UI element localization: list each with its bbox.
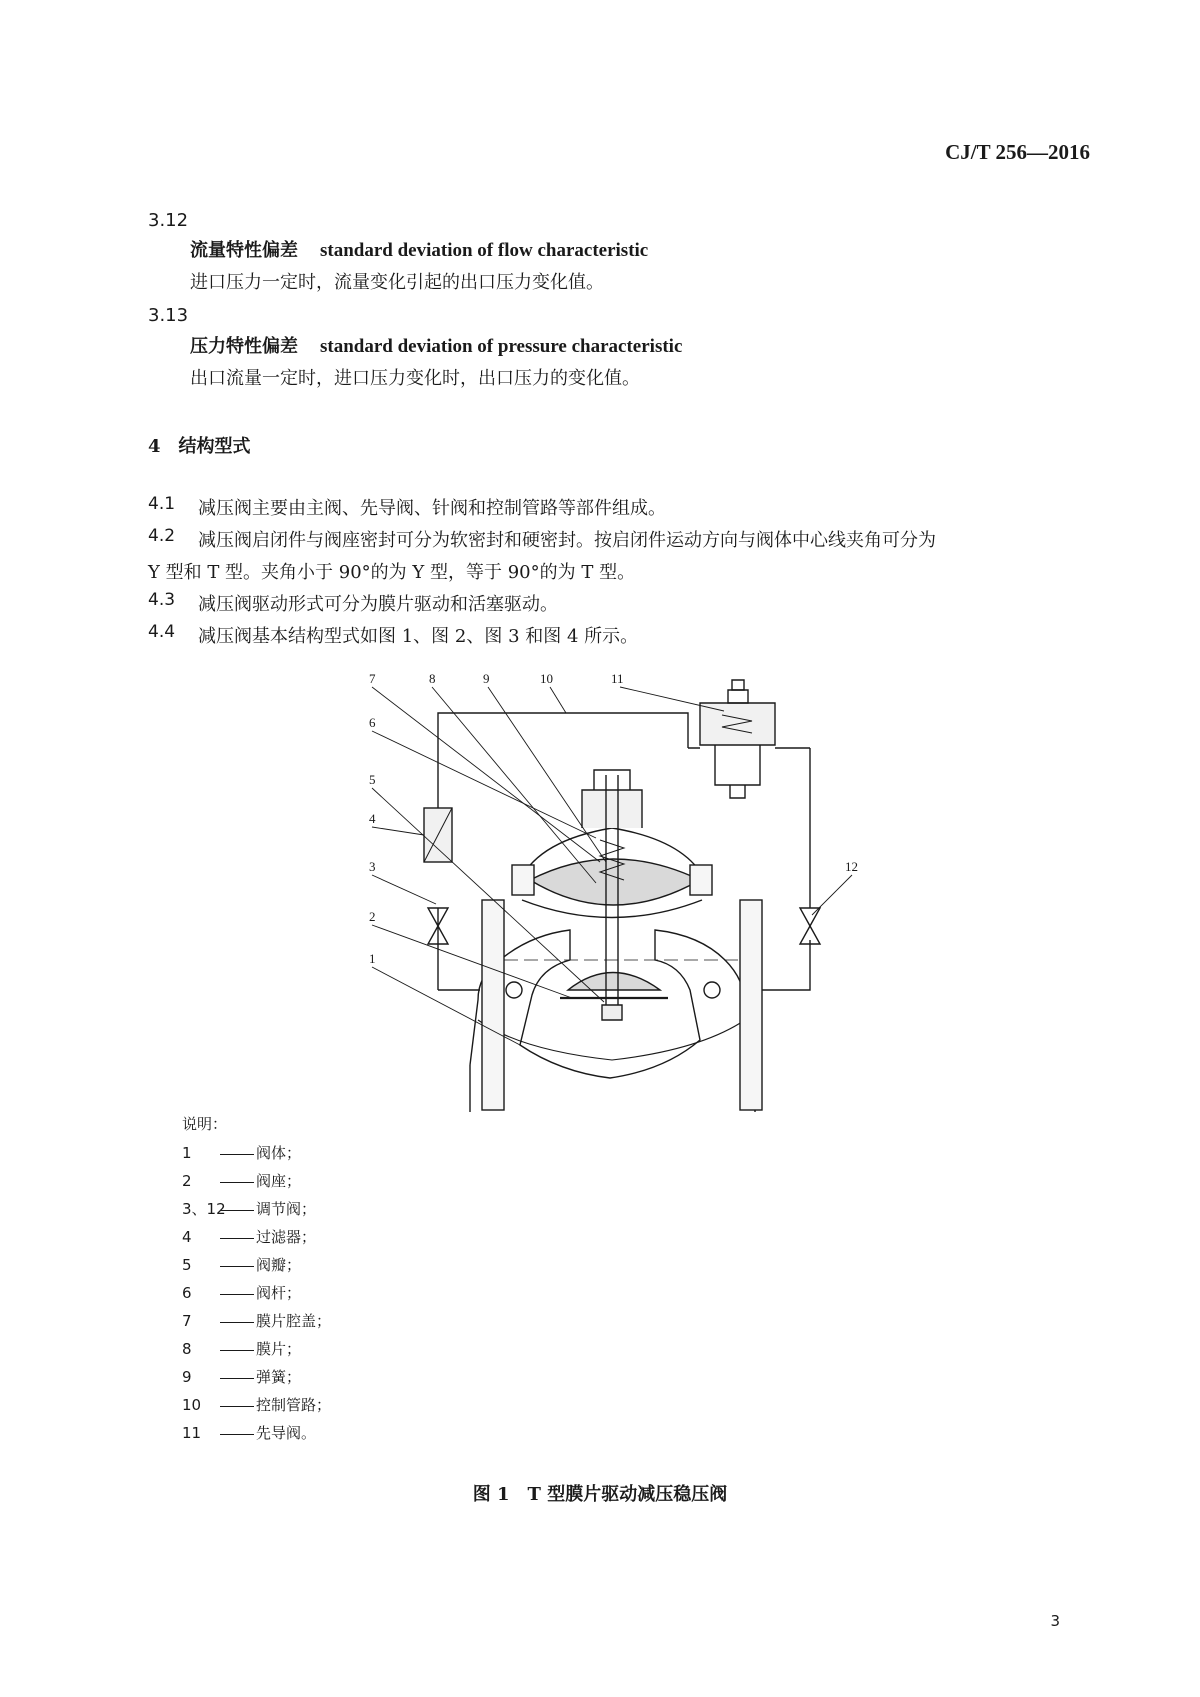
legend-label: 阀杆； <box>256 1284 302 1302</box>
clause-text: 减压阀基本结构型式如图 1、图 2、图 3 和图 4 所示。 <box>198 626 639 647</box>
legend-dash <box>220 1238 254 1239</box>
callout-4: 4 <box>369 811 376 826</box>
definition: 进口压力一定时，流量变化引起的出口压力变化值。 <box>190 272 604 293</box>
callout-11: 11 <box>611 671 624 686</box>
legend-no: 2 <box>182 1172 192 1190</box>
legend-no: 5 <box>182 1256 192 1274</box>
clause-text: 减压阀驱动形式可分为膜片驱动和活塞驱动。 <box>198 594 558 615</box>
legend-dash <box>220 1406 254 1407</box>
clause-number: 3.12 <box>148 210 189 231</box>
legend-no: 8 <box>182 1340 192 1358</box>
callout-3: 3 <box>369 859 376 874</box>
legend-item <box>182 1142 301 1163</box>
legend-dash <box>220 1434 254 1435</box>
legend-no: 6 <box>182 1284 192 1302</box>
legend-label: 膜片腔盖； <box>256 1312 332 1330</box>
legend-item <box>182 1422 316 1443</box>
legend-no: 7 <box>182 1312 192 1330</box>
legend-label: 过滤器； <box>256 1228 317 1246</box>
legend-label: 阀体； <box>256 1144 302 1162</box>
clause-number: 4.3 <box>148 590 176 610</box>
legend-no: 10 <box>182 1396 202 1414</box>
legend-dash <box>220 1350 254 1351</box>
legend-no: 9 <box>182 1368 192 1386</box>
legend-dash <box>220 1322 254 1323</box>
clause-number: 3.13 <box>148 305 189 326</box>
clause-number: 4.4 <box>148 622 176 642</box>
legend-dash <box>220 1266 254 1267</box>
legend-item <box>182 1338 301 1359</box>
callout-12: 12 <box>845 859 858 874</box>
callout-9: 9 <box>483 671 490 686</box>
legend-no: 1 <box>182 1144 192 1162</box>
clause-number: 4.1 <box>148 494 176 514</box>
clause-text-continued: Y 型和 T 型。夹角小于 90°的为 Y 型，等于 90°的为 T 型。 <box>148 562 636 583</box>
legend-no: 11 <box>182 1424 202 1442</box>
legend-item <box>182 1198 316 1219</box>
callout-7: 7 <box>369 671 376 686</box>
callout-1: 1 <box>369 951 376 966</box>
clause-number: 4.2 <box>148 526 176 546</box>
legend-label: 控制管路； <box>256 1396 332 1414</box>
term-zh: 流量特性偏差 <box>190 240 298 261</box>
callout-10: 10 <box>540 671 553 686</box>
legend-item <box>182 1394 331 1415</box>
legend-no: 4 <box>182 1228 192 1246</box>
legend-item <box>182 1254 301 1275</box>
legend-label: 阀瓣； <box>256 1256 302 1274</box>
legend-item <box>182 1282 301 1303</box>
term-en: standard deviation of pressure characteristic <box>320 336 683 357</box>
standard-code: CJ/T 256—2016 <box>945 140 1090 164</box>
callout-8: 8 <box>429 671 436 686</box>
legend-title: 说明： <box>182 1115 228 1133</box>
callout-2: 2 <box>369 909 376 924</box>
legend-item <box>182 1170 301 1191</box>
legend-label: 弹簧； <box>256 1368 302 1386</box>
figure-caption: 图 1 T 型膜片驱动减压稳压阀 <box>472 1484 728 1505</box>
legend-item <box>182 1226 316 1247</box>
legend-dash <box>220 1294 254 1295</box>
clause-text: 减压阀启闭件与阀座密封可分为软密封和硬密封。按启闭件运动方向与阀体中心线夹角可分为 <box>198 530 936 551</box>
legend-label: 阀座； <box>256 1172 302 1190</box>
section-heading: 4 结构型式 <box>148 436 251 457</box>
legend-no: 3、12 <box>182 1200 226 1218</box>
legend-dash <box>220 1210 254 1211</box>
clause-text: 减压阀主要由主阀、先导阀、针阀和控制管路等部件组成。 <box>198 498 666 519</box>
legend-dash <box>220 1378 254 1379</box>
term-zh: 压力特性偏差 <box>190 336 298 357</box>
callout-6: 6 <box>369 715 376 730</box>
term-en: standard deviation of flow characteristic <box>320 240 649 261</box>
definition: 出口流量一定时，进口压力变化时，出口压力的变化值。 <box>190 368 640 389</box>
callout-5: 5 <box>369 772 376 787</box>
page-number: 3 <box>1050 1612 1060 1630</box>
legend-label: 先导阀。 <box>256 1424 317 1442</box>
legend-dash <box>220 1182 254 1183</box>
legend-label: 膜片； <box>256 1340 302 1358</box>
legend-item <box>182 1366 301 1387</box>
legend-dash <box>220 1154 254 1155</box>
legend-item <box>182 1310 331 1331</box>
legend-label: 调节阀； <box>256 1200 317 1218</box>
